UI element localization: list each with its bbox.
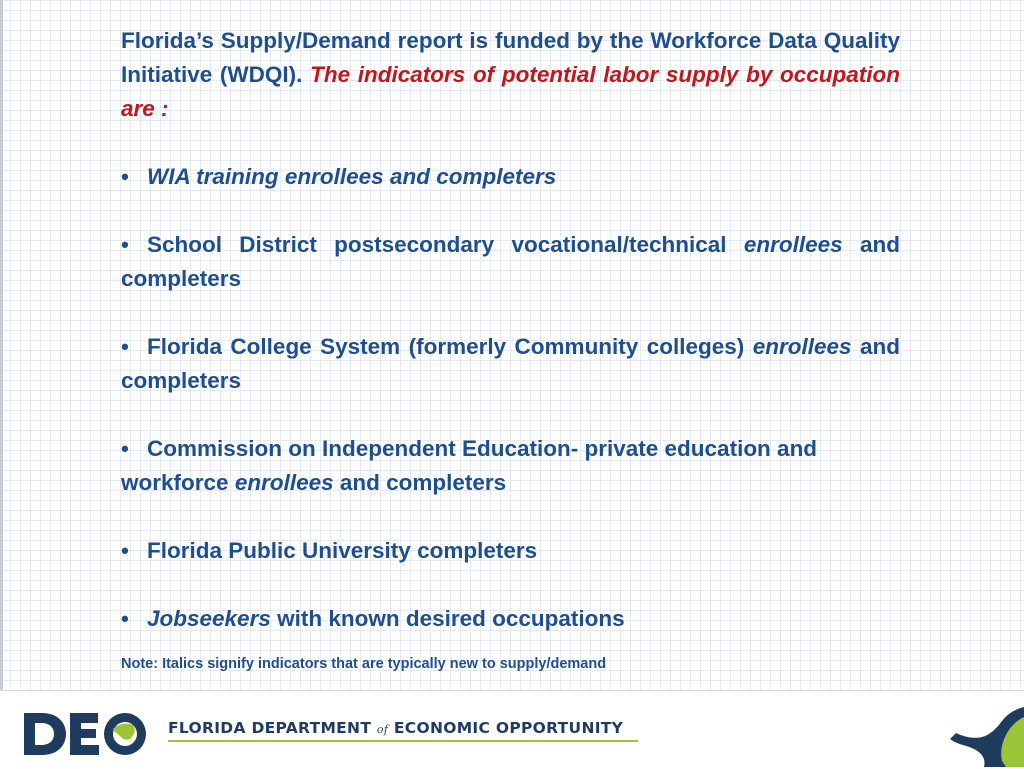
agency-name-of: of bbox=[376, 723, 389, 736]
bullet-marker: • bbox=[121, 606, 129, 631]
footer-bar bbox=[0, 690, 1024, 769]
intro-paragraph bbox=[121, 24, 900, 126]
bullet-commission bbox=[121, 432, 900, 500]
footer-green-rule bbox=[168, 740, 638, 742]
agency-name bbox=[168, 719, 623, 737]
deo-logo bbox=[22, 707, 150, 759]
bullet-florida-college-tail: and completers bbox=[121, 334, 900, 393]
bullet-jobseekers-italic: Jobseekers bbox=[147, 606, 271, 631]
bullet-school-district-text: School District postsecondary vocational/technical bbox=[147, 232, 727, 257]
intro-emphasis: The indicators of potential labor supply by occupation are : bbox=[121, 62, 901, 121]
bullet-university-text: Florida Public University completers bbox=[147, 538, 538, 563]
bullet-marker: • bbox=[121, 232, 129, 257]
bullet-school-district bbox=[121, 228, 900, 296]
bullet-school-district-tail: and completers bbox=[121, 232, 900, 291]
agency-name-part2: ECONOMIC OPPORTUNITY bbox=[393, 719, 624, 737]
bullet-wia-text: WIA training enrollees and completers bbox=[147, 164, 557, 189]
bullet-florida-college-italic: enrollees bbox=[752, 334, 852, 359]
bullet-wia bbox=[121, 160, 900, 194]
bullet-florida-college bbox=[121, 330, 900, 398]
florida-shape-icon bbox=[944, 703, 1024, 767]
left-rule bbox=[0, 0, 3, 690]
intro-text: Florida’s Supply/Demand report is funded by the Workforce Data Quality Initiative (WDQI). bbox=[121, 28, 900, 87]
bullet-commission-tail: and completers bbox=[339, 470, 507, 495]
bullet-university bbox=[121, 534, 900, 568]
bullet-school-district-italic: enrollees bbox=[743, 232, 843, 257]
bullet-jobseekers-tail: with known desired occupations bbox=[277, 606, 625, 631]
bullet-commission-text: Commission on Independent Education- private education and workforce bbox=[121, 436, 818, 495]
footnote: Note: Italics signify indicators that are typically new to supply/demand bbox=[121, 656, 607, 672]
agency-name-part1: FLORIDA DEPARTMENT bbox=[168, 719, 372, 737]
bullet-jobseekers bbox=[121, 602, 900, 636]
bullet-marker: • bbox=[121, 436, 129, 461]
slide-body bbox=[121, 24, 900, 674]
bullet-commission-italic: enrollees bbox=[234, 470, 334, 495]
bullet-marker: • bbox=[121, 334, 129, 359]
bullet-marker: • bbox=[121, 538, 129, 563]
bullet-florida-college-text: Florida College System (formerly Community colleges) bbox=[147, 334, 745, 359]
bullet-marker: • bbox=[121, 164, 129, 189]
